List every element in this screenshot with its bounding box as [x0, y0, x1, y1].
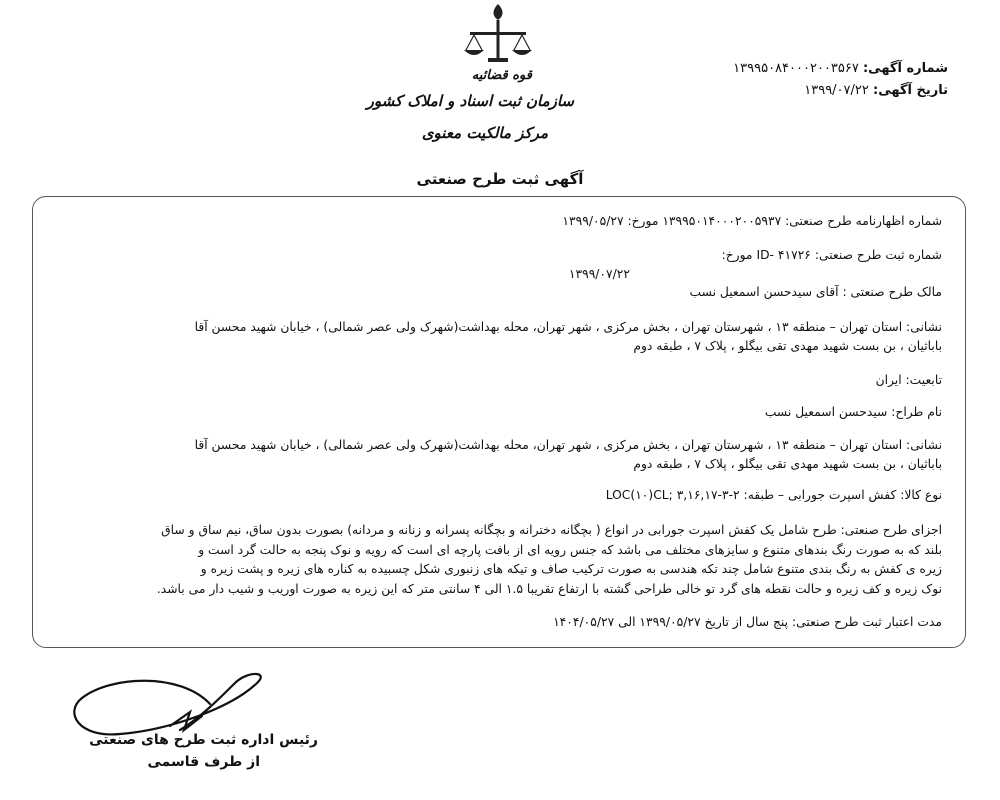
- parts-line-3: زیره ی کفش به رنگ بندی متنوع شامل چند تکه هندسی به صورت ترکیب صاف و تیکه های زنبوری شکل چسبیده به کناره های زیره و پشت زیره و: [200, 562, 942, 576]
- owner-address-line-1: نشانی: استان تهران – منطقه ۱۳ ، شهرستان تهران ، بخش مرکزی ، شهر تهران، محله بهداشت(شهرک ولی عصر شمالی) ، خیابان شهید محسن آقا: [194, 320, 942, 334]
- ad-date-label: تاریخ آگهی:: [873, 83, 948, 98]
- signature-block: [60, 668, 320, 778]
- scales-of-justice-icon: [458, 2, 538, 68]
- ad-date: ۱۳۹۹/۰۷/۲۲: [804, 83, 869, 98]
- designer-address-line-1: نشانی: استان تهران – منطقه ۱۳ ، شهرستان تهران ، بخش مرکزی ، شهر تهران، محله بهداشت(شهرک ولی عصر شمالی) ، خیابان شهید محسن آقا: [194, 438, 942, 452]
- document-title: آگهی ثبت طرح صنعتی: [416, 170, 584, 188]
- ad-date-row: [733, 80, 948, 102]
- designer-address-line-2: باباثیان ، بن بست شهید مهدی تقی بیگلو ، پلاک ۷ ، طبقه دوم: [633, 457, 942, 471]
- declaration-line: شماره اظهارنامه طرح صنعتی: ۱۳۹۹۵۰۱۴۰۰۰۲۰۰۵۹۳۷ مورخ: ۱۳۹۹/۰۵/۲۷: [562, 214, 942, 228]
- goods-type-line: نوع کالا: کفش اسپرت جورابی – طبقه: ۲-۳-۳,۱۶,۱۷ ;LOC(۱۰)CL: [605, 488, 942, 502]
- judiciary-emblem: [366, 0, 588, 160]
- parts-line-1: اجزای طرح صنعتی: طرح شامل یک کفش اسپرت جورابی در انواع ( بچگانه دخترانه و بچگانه پسرانه و زنانه و مردانه) بصورت بدون ساق، نیم ساق و ساق: [161, 523, 942, 537]
- nationality-line: تابعیت: ایران: [875, 373, 942, 387]
- designer-line: نام طراح: سیدحسن اسمعیل نسب: [764, 405, 942, 419]
- org-line-ip-center: مرکز مالکیت معنوی: [421, 124, 548, 142]
- signatory-title: رئیس اداره ثبت طرح های صنعتی: [89, 732, 318, 748]
- owner-address-line-2: باباثیان ، بن بست شهید مهدی تقی بیگلو ، پلاک ۷ ، طبقه دوم: [633, 339, 942, 353]
- owner-line: مالک طرح صنعتی : آقای سیدحسن اسمعیل نسب: [689, 285, 942, 299]
- ad-number: ۱۳۹۹۵۰۸۴۰۰۰۲۰۰۳۵۶۷: [733, 61, 859, 76]
- ad-number-row: [733, 58, 948, 80]
- ad-number-label: شماره آگهی:: [862, 61, 948, 76]
- parts-line-4: نوک زیره و کف زیره و حالت نقطه های گرد تو خالی طراحی گشته با ارتفاع تقریبا ۱.۵ الی ۴ سانتی متر که این زیره به صورت اوریب و شیب دار می باشد.: [156, 582, 942, 596]
- org-line-registration: سازمان ثبت اسناد و املاک کشور: [366, 92, 574, 110]
- parts-line-2: بلند که به صورت رنگ بندهای متنوع و سایزهای مختلف می باشد که جنس رویه ای از بافت پارچه ای است که رویه و نوک پنجه به حالت گرد است و: [198, 543, 942, 557]
- org-line-judiciary: قوه قضائیه: [471, 68, 532, 83]
- validity-line: مدت اعتبار ثبت طرح صنعتی: پنج سال از تاریخ ۱۳۹۹/۰۵/۲۷ الی ۱۴۰۴/۰۵/۲۷: [553, 615, 942, 629]
- signatory-name: از طرف قاسمی: [147, 754, 260, 770]
- registration-date: ۱۳۹۹/۰۷/۲۲: [568, 267, 630, 281]
- registration-line: شماره ثبت طرح صنعتی: ID- ۴۱۷۲۶ مورخ:: [721, 248, 942, 262]
- ad-meta: [733, 58, 948, 102]
